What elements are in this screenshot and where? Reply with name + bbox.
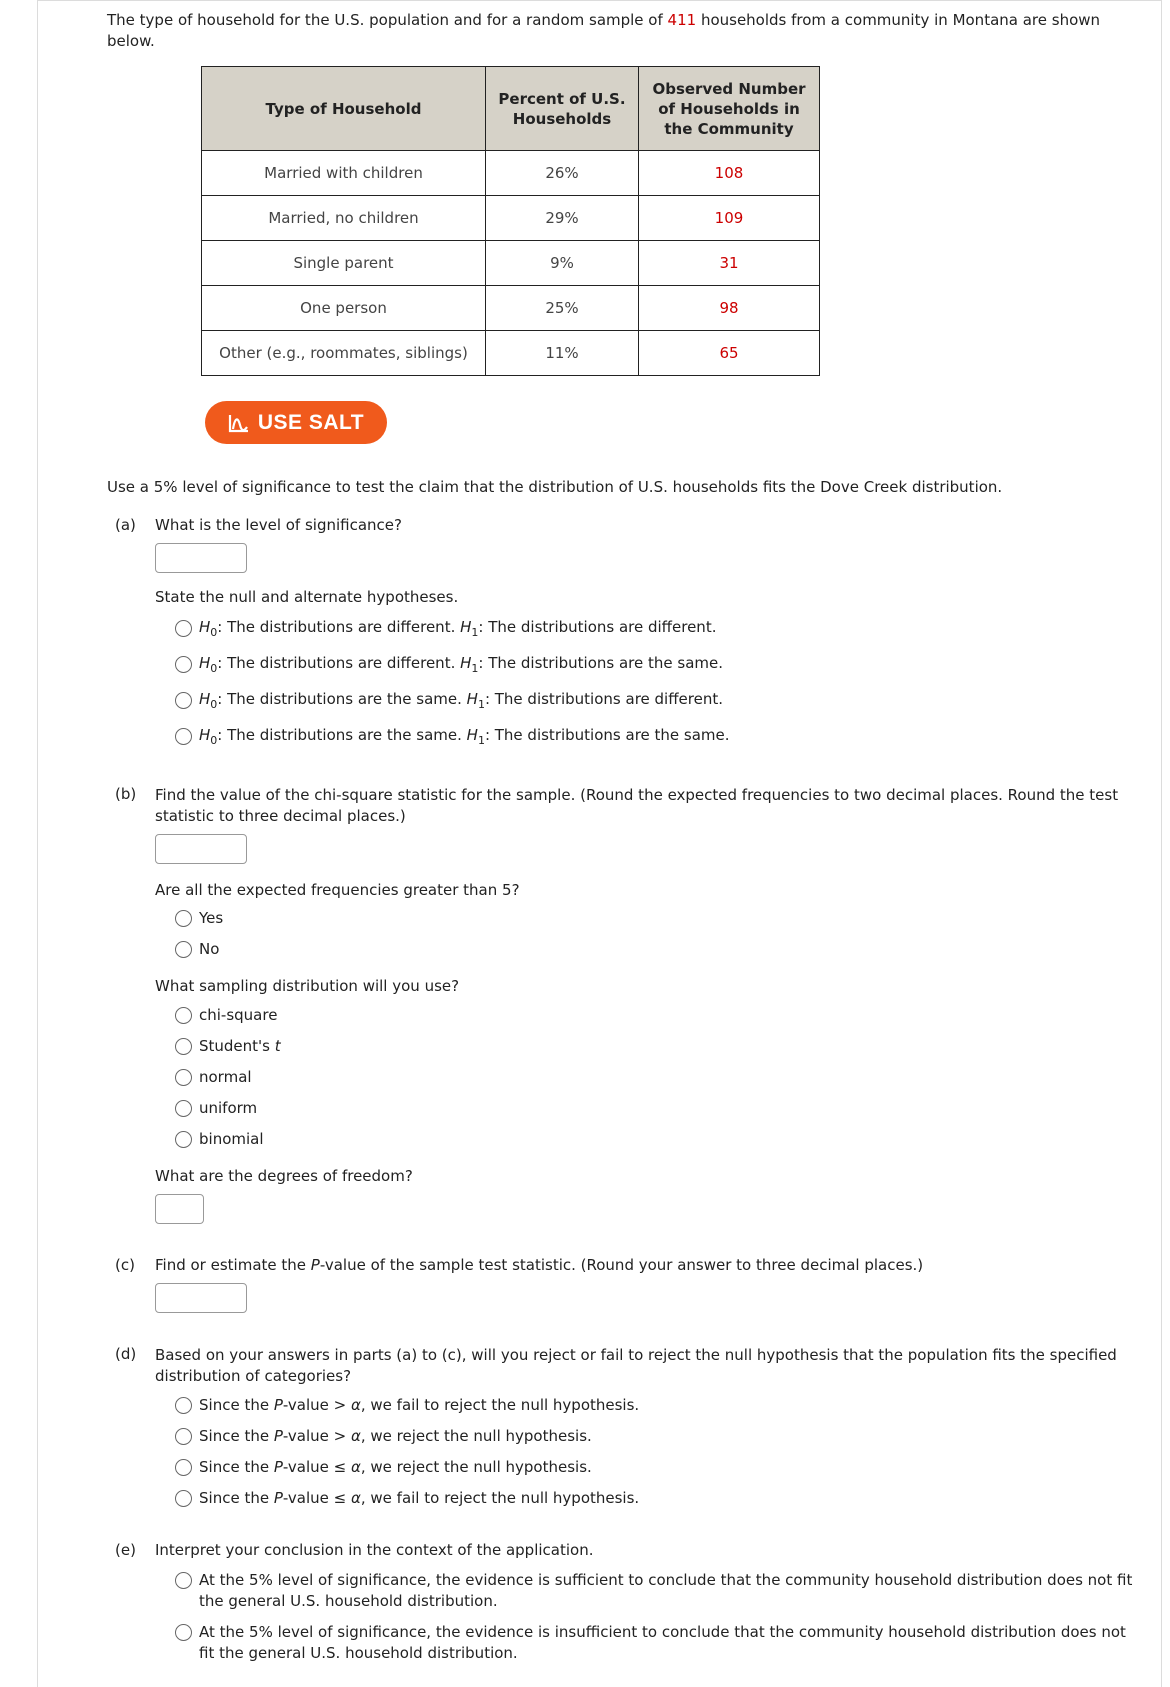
df-prompt: What are the degrees of freedom? <box>155 1167 413 1185</box>
radio-button[interactable] <box>175 1490 192 1507</box>
part-a-question: What is the level of significance? <box>155 516 402 534</box>
interpretation-option[interactable]: At the 5% level of significance, the evidence is sufficient to conclude that the community household distribution does not fit the general U.S. household distribution. <box>175 1570 1135 1612</box>
distribution-option[interactable]: chi-square <box>175 1006 277 1024</box>
decision-option[interactable]: Since the P-value > α, we fail to reject the null hypothesis. <box>175 1396 639 1414</box>
use-salt-button[interactable]: USE SALT <box>205 401 387 444</box>
radio-button[interactable] <box>175 1100 192 1117</box>
cell-percent: 26% <box>486 151 639 196</box>
table-header-row <box>202 67 820 151</box>
distribution-option[interactable]: binomial <box>175 1130 264 1148</box>
radio-button[interactable] <box>175 620 192 637</box>
part-a-label: (a) <box>115 516 136 534</box>
claim-text: Use a 5% level of significance to test the claim that the distribution of U.S. households fits the Dove Creek distribution. <box>107 478 1003 496</box>
radio-button[interactable] <box>175 1459 192 1476</box>
sample-size: 411 <box>667 11 697 29</box>
salt-chart-icon <box>228 413 250 433</box>
cell-observed: 109 <box>639 196 820 241</box>
distribution-option[interactable]: Student's t <box>175 1037 281 1055</box>
expected-prompt: Are all the expected frequencies greater than 5? <box>155 881 520 899</box>
cell-type: Married, no children <box>202 196 486 241</box>
decision-option[interactable]: Since the P-value ≤ α, we fail to reject the null hypothesis. <box>175 1489 639 1507</box>
cell-type: One person <box>202 286 486 331</box>
household-table <box>201 66 820 376</box>
cell-percent: 25% <box>486 286 639 331</box>
radio-button[interactable] <box>175 1428 192 1445</box>
cell-type: Other (e.g., roommates, siblings) <box>202 331 486 376</box>
cell-observed: 31 <box>639 241 820 286</box>
cell-percent: 11% <box>486 331 639 376</box>
hypothesis-option[interactable]: $H_0$: The distributions are the same. $H_1$: The distributions are the same. <box>175 726 730 747</box>
cell-observed: 108 <box>639 151 820 196</box>
decision-option[interactable]: Since the P-value ≤ α, we reject the null hypothesis. <box>175 1458 592 1476</box>
radio-button[interactable] <box>175 728 192 745</box>
header-observed: Observed Number of Households in the Community <box>639 67 820 151</box>
hypothesis-option[interactable]: $H_0$: The distributions are the same. $H_1$: The distributions are different. <box>175 690 723 711</box>
hypothesis-option[interactable]: $H_0$: The distributions are different. $H_1$: The distributions are different. <box>175 618 716 639</box>
header-percent: Percent of U.S. Households <box>486 67 639 151</box>
part-e-label: (e) <box>115 1541 136 1559</box>
radio-button[interactable] <box>175 1069 192 1086</box>
cell-type: Married with children <box>202 151 486 196</box>
distribution-prompt: What sampling distribution will you use? <box>155 977 460 995</box>
table-row <box>202 241 820 286</box>
cell-percent: 29% <box>486 196 639 241</box>
part-d-question: Based on your answers in parts (a) to (c), will you reject or fail to reject the null hypothesis that the population fits the specified distribution of categories? <box>155 1346 1117 1385</box>
chi-square-input[interactable] <box>155 834 247 864</box>
hypotheses-prompt: State the null and alternate hypotheses. <box>155 588 459 606</box>
radio-button[interactable] <box>175 1572 192 1589</box>
cell-observed: 65 <box>639 331 820 376</box>
distribution-option[interactable]: uniform <box>175 1099 257 1117</box>
radio-button[interactable] <box>175 1007 192 1024</box>
df-input[interactable] <box>155 1194 204 1224</box>
part-e-question: Interpret your conclusion in the context of the application. <box>155 1541 594 1559</box>
interpretation-option[interactable]: At the 5% level of significance, the evidence is insufficient to conclude that the community household distribution does not fit the general U.S. household distribution. <box>175 1622 1135 1664</box>
cell-observed: 98 <box>639 286 820 331</box>
cell-percent: 9% <box>486 241 639 286</box>
intro-text: The type of household for the U.S. population and for a random sample of 411 households from a community in Montana are shown below. <box>107 11 1101 50</box>
radio-button[interactable] <box>175 941 192 958</box>
significance-input[interactable] <box>155 543 247 573</box>
part-c-question: Find or estimate the P-value of the sample test statistic. (Round your answer to three decimal places.) <box>155 1256 924 1274</box>
radio-button[interactable] <box>175 692 192 709</box>
p-value-input[interactable] <box>155 1283 247 1313</box>
radio-button[interactable] <box>175 1038 192 1055</box>
expected-option[interactable]: Yes <box>175 909 223 927</box>
radio-button[interactable] <box>175 1397 192 1414</box>
radio-button[interactable] <box>175 910 192 927</box>
table-row <box>202 196 820 241</box>
header-type: Type of Household <box>202 67 486 151</box>
expected-option[interactable]: No <box>175 940 219 958</box>
part-d-label: (d) <box>115 1345 137 1363</box>
distribution-option[interactable]: normal <box>175 1068 252 1086</box>
radio-button[interactable] <box>175 1131 192 1148</box>
table-row <box>202 331 820 376</box>
part-c-label: (c) <box>115 1256 135 1274</box>
cell-type: Single parent <box>202 241 486 286</box>
part-b-label: (b) <box>115 785 137 803</box>
hypothesis-option[interactable]: $H_0$: The distributions are different. $H_1$: The distributions are the same. <box>175 654 723 675</box>
table-row <box>202 286 820 331</box>
radio-button[interactable] <box>175 1624 192 1641</box>
decision-option[interactable]: Since the P-value > α, we reject the null hypothesis. <box>175 1427 592 1445</box>
radio-button[interactable] <box>175 656 192 673</box>
part-b-question: Find the value of the chi-square statistic for the sample. (Round the expected frequencies to two decimal places. Round the test statistic to three decimal places.) <box>155 786 1119 825</box>
table-row <box>202 151 820 196</box>
